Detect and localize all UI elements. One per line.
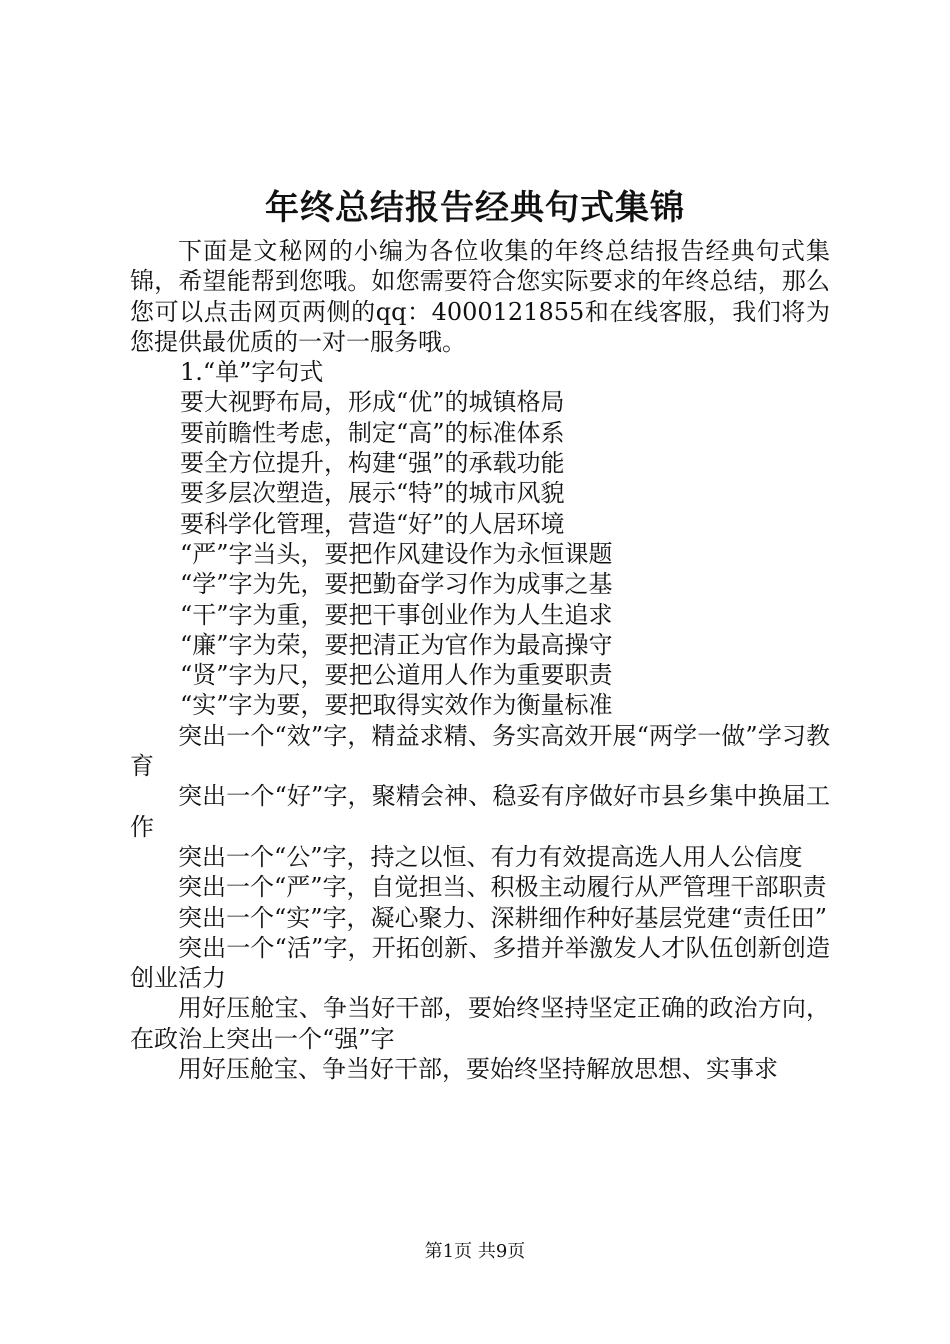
list-item: 要大视野布局，形成“优”的城镇格局 — [180, 388, 565, 417]
list-item: “廉”字为荣，要把清正为官作为最高操守 — [180, 630, 613, 659]
list-item: “学”字为先，要把勤奋学习作为成事之基 — [180, 570, 613, 599]
body-paragraph: 用好压舱宝、争当好干部，要始终坚持解放思想、实事求 — [178, 1055, 778, 1084]
body-paragraph: 突出一个“公”字，持之以恒、有力有效提高选人用人公信度 — [178, 842, 803, 871]
list-item: 要前瞻性考虑，制定“高”的标准体系 — [180, 418, 565, 447]
section-heading: 1.“单”字句式 — [180, 358, 324, 387]
list-item: 要科学化管理，营造“好”的人居环境 — [180, 509, 565, 538]
list-item: 要全方位提升，构建“强”的承载功能 — [180, 449, 565, 478]
list-item: “严”字当头，要把作风建设作为永恒课题 — [180, 539, 613, 568]
body-paragraph: 突出一个“严”字，自觉担当、积极主动履行从严管理干部职责 — [178, 873, 827, 902]
list-item: 要多层次塑造，展示“特”的城市风貌 — [180, 479, 565, 508]
body-paragraph: 突出一个“好”字，聚精会神、稳妥有序做好市县乡集中换届工作 — [130, 782, 830, 841]
body-paragraph: 突出一个“实”字，凝心聚力、深耕细作种好基层党建“责任田” — [178, 903, 828, 932]
intro-paragraph: 下面是文秘网的小编为各位收集的年终总结报告经典句式集锦，希望能帮到您哦。如您需要符合您实际要求的年终总结，那么您可以点击网页两侧的qq：4000121855和在线客服，我们将为您提供最优质的一对一服务哦。 — [130, 237, 830, 356]
list-item: “实”字为要，要把取得实效作为衡量标准 — [180, 691, 613, 720]
page-footer: 第1页 共9页 — [424, 1241, 526, 1262]
document-title: 年终总结报告经典句式集锦 — [265, 188, 685, 228]
list-item: “贤”字为尺，要把公道用人作为重要职责 — [180, 661, 613, 690]
body-paragraph: 突出一个“活”字，开拓创新、多措并举激发人才队伍创新创造创业活力 — [130, 933, 830, 993]
document-body — [130, 236, 830, 1084]
list-item: “干”字为重，要把干事创业作为人生追求 — [180, 600, 613, 629]
body-paragraph: 用好压舱宝、争当好干部，要始终坚持坚定正确的政治方向，在政治上突出一个“强”字 — [130, 994, 830, 1053]
body-paragraph: 突出一个“效”字，精益求精、务实高效开展“两学一做”学习教育 — [130, 721, 830, 781]
